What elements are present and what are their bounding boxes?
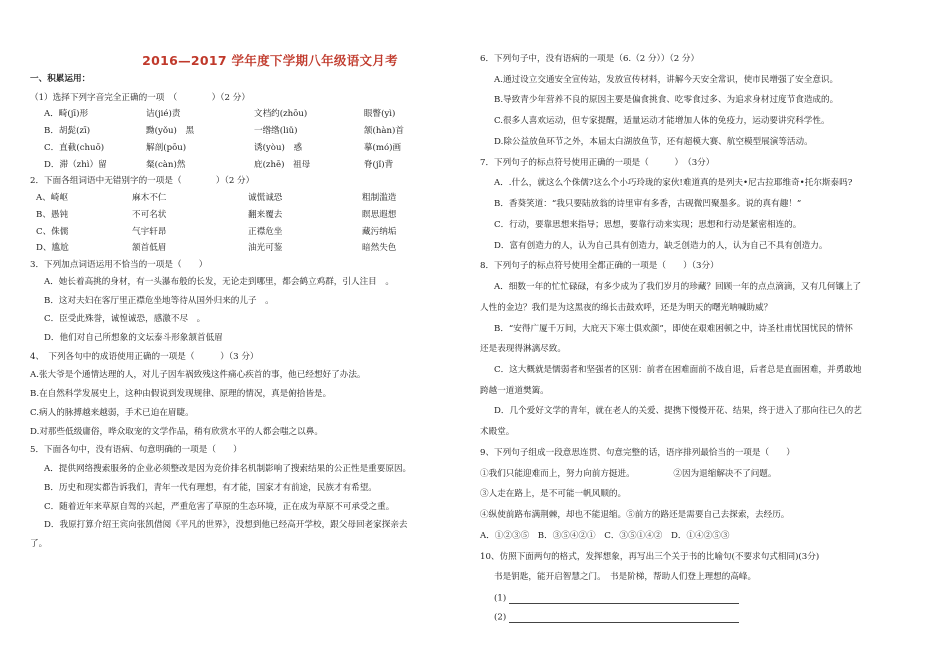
option-text: C．随着近年来草原自驾的兴起，严重危害了草原的生态环境，正在成为草原不可承受之重。 bbox=[44, 501, 395, 512]
sentence-item: ④纵使前路布满荆棘，却也不能退缩。⑤前方的路还是需要自己去探索，去经历。 bbox=[480, 510, 790, 521]
option-text: D.除公益放鱼环节之外，本届太白湖放鱼节，还有超模大赛、航空模型展演等活动。 bbox=[494, 136, 813, 147]
option-cell: 气宇轩昂 bbox=[132, 226, 167, 237]
option-cell: 文档约(zhōu) bbox=[253, 109, 308, 120]
option-cell: 颔首低眉 bbox=[132, 243, 167, 254]
question-1-option-row bbox=[30, 160, 462, 171]
option-text: C．这大概就是懦弱者和坚强者的区别：前者在困难面前不战自退，后者总是直面困难，并勇敢地 bbox=[494, 365, 862, 376]
question-2-option-row bbox=[30, 243, 462, 254]
question-1 bbox=[30, 93, 462, 171]
option-cell: 一绺绺(liǔ) bbox=[253, 126, 298, 137]
option-text: D．他们对自己所想象的文坛泰斗形象颔首低眉 bbox=[44, 333, 223, 344]
option-text: A.通过设立交通安全宣传站，发放宣传材料，讲解今天安全常识，使市民增强了安全意识。 bbox=[494, 74, 839, 85]
option-cell: 眼瞥(yì) bbox=[363, 109, 396, 120]
option-cell: 诘(jié)责 bbox=[146, 109, 181, 120]
option-text: C.很多人喜欢运动，但专家提醒，适量运动才能增加人体的免疫力，运动要讲究科学性。 bbox=[494, 116, 830, 127]
option-cell: 粲(càn)然 bbox=[146, 159, 186, 170]
option-cell: A、崎岖 bbox=[36, 193, 68, 204]
blank-number: (2) bbox=[494, 612, 507, 623]
option-text: C.病人的脉搏越来越弱，手术已迫在眉睫。 bbox=[30, 407, 194, 418]
question-1-option-row bbox=[30, 126, 462, 137]
question-4 bbox=[30, 352, 462, 438]
exam-title: 2016—2017 学年度下学期八年级语文月考 bbox=[142, 53, 398, 68]
option-cell: 暗然失色 bbox=[362, 243, 397, 254]
option-text: D．我原打算介绍王宾向张凯借阅《平凡的世界》，没想到他已经高开学校，跟父母回老家探亲去 bbox=[44, 520, 408, 531]
section-heading: 一、积累运用： bbox=[30, 74, 91, 84]
question-4-stem: 4、 下列各句中的成语使用正确的一项是（ ）（3 分） bbox=[30, 351, 259, 362]
blank-number: (1) bbox=[494, 593, 507, 604]
option-text: C．行动，要靠思想来指导；思想，要靠行动来实现；思想和行动是紧密相连的。 bbox=[494, 219, 802, 230]
option-text: 术殿堂。 bbox=[480, 427, 515, 438]
option-text: B．这对夫妇在客厅里正襟危坐地等待从国外归来的儿子 。 bbox=[44, 295, 274, 306]
option-text: A.张大爷是个通情达理的人，对儿子因车祸致残这件痛心疾首的事，他已经想好了办法。 bbox=[30, 370, 366, 381]
option-cell: 颔(hàn)首 bbox=[363, 126, 404, 137]
question-2-option-row bbox=[30, 210, 462, 221]
option-cell: 庇(zhē) 祖母 bbox=[253, 159, 311, 170]
option-cell: 正襟危坐 bbox=[248, 226, 283, 237]
option-text: A．提供网络搜索服务的企业必须整改是因为竞价排名机制影响了搜索结果的公正性是重要原因。 bbox=[44, 464, 412, 475]
option-cell: 粗制滥造 bbox=[362, 193, 397, 204]
option-text: B．历史和现实都告诉我们，青年一代有理想，有才能，国家才有前途，民族才有希望。 bbox=[44, 482, 377, 493]
sentence-item: ①我们只能迎难而上，努力向前方挺进。 ②因为退缩解决不了问题。 bbox=[480, 468, 777, 479]
option-text: D．几个爱好文学的青年，就在老人的关爱、提携下慢慢开花、结果，终于进入了那向往已久的艺 bbox=[494, 406, 862, 417]
question-9 bbox=[480, 448, 920, 542]
option-cell: C、侏儒 bbox=[36, 226, 69, 237]
option-text: A．她长着高挑的身材，有一头瀑布般的长发，无论走到哪里，都会鹤立鸡群，引人注目 。 bbox=[44, 276, 394, 287]
option-text: A．细数一年的忙忙碌碌，有多少成为了我们岁月的珍藏？回顾一年的点点滴滴，又有几何镶上了 bbox=[494, 282, 862, 293]
question-2-stem: 2．下面各组词语中无错别字的一项是（ ）（2 分） bbox=[30, 176, 255, 187]
option-cell: A．畸(jī)形 bbox=[44, 109, 89, 120]
option-cell: 油光可鉴 bbox=[248, 243, 283, 254]
option-text: 人性的金边？我们是为这黑夜的绵长击鼓欢呼，还是为明天的曙光呐喊助威？ bbox=[480, 302, 773, 313]
option-cell: 麻木不仁 bbox=[132, 193, 167, 204]
question-7-stem: 7．下列句子的标点符号使用正确的一项是（ ） （3分） bbox=[480, 157, 715, 168]
option-cell: 不可名状 bbox=[132, 209, 167, 220]
question-5-stem: 5．下面各句中，没有语病、句意明确的一项是（ ） bbox=[30, 445, 242, 456]
option-cell: B、愚钝 bbox=[36, 209, 69, 220]
option-text: D．富有创造力的人，认为自己具有创造力，缺乏创造力的人，认为自己不具有创造力。 bbox=[494, 240, 828, 251]
option-cell: 翻来覆去 bbox=[248, 209, 283, 220]
question-3 bbox=[30, 260, 462, 344]
question-6-stem: 6．下列句子中，没有语病的一项是（6.（2 分））（2 分） bbox=[480, 54, 700, 64]
answer-choices: A．①②③⑤ B．③⑤④②① C．③⑤①④② D．①④②⑤③ bbox=[480, 530, 730, 541]
example-sentences: 书是钥匙，能开启智慧之门。 书是阶梯，帮助人们登上理想的高峰。 bbox=[494, 572, 757, 583]
option-text: 还是表现得淋漓尽致。 bbox=[480, 344, 566, 355]
option-cell: 诚慌诚恐 bbox=[248, 193, 283, 204]
question-2-option-row bbox=[30, 193, 462, 204]
question-5 bbox=[30, 445, 462, 549]
option-cell: D．滞（zhì）留 bbox=[44, 159, 107, 170]
question-8-stem: 8．下列句子的标点符号使用全都正确的一项是（ ）（3分） bbox=[480, 261, 719, 272]
option-cell: 黝(yǒu) 黑 bbox=[146, 126, 195, 137]
question-2-option-row bbox=[30, 227, 462, 238]
option-text: A．.什么，就这么个侏儒?这么个小巧玲珑的家伙!难道真的是列夫•尼古拉耶维奇•托尔斯泰吗? bbox=[494, 178, 853, 189]
left-column bbox=[30, 50, 462, 558]
question-2 bbox=[30, 176, 462, 254]
option-cell: 摹(mó)画 bbox=[363, 142, 402, 153]
question-6 bbox=[480, 54, 920, 148]
question-1-option-row bbox=[30, 143, 462, 154]
option-text: B．香葵笑道：“我只要陆放翁的诗里审有多香，古砚微凹聚墨多。说的真有趣！” bbox=[494, 199, 802, 210]
option-cell: 诱(yòu) 惑 bbox=[253, 142, 303, 153]
option-cell: B．胡髭(zī) bbox=[44, 126, 91, 137]
option-text: B．“安得广厦千万间，大庇天下寒士俱欢颜”，即使在艰难困顿之中，诗圣杜甫忧国忧民的情怀 bbox=[494, 323, 853, 334]
option-text: B.导致青少年营养不良的原因主要是偏食挑食、吃零食过多、为追求身材过度节食造成的。 bbox=[494, 95, 839, 106]
question-7 bbox=[480, 158, 920, 252]
option-text: 跨越一道道樊篱。 bbox=[480, 385, 549, 396]
option-cell: 瞑思遐想 bbox=[362, 209, 397, 220]
question-9-stem: 9、下列句子组成一段意思连贯、句意完整的话，语序排列最恰当的一项是（ ） bbox=[480, 447, 795, 458]
sentence-item: ③人走在路上，是不可能一帆风顺的。 bbox=[480, 489, 627, 500]
question-10 bbox=[480, 552, 920, 623]
option-text: D.对那些低级庸俗，哗众取宠的文学作品，稍有欣赏水平的人都会嗤之以鼻。 bbox=[30, 426, 323, 437]
question-3-stem: 3．下列加点词语运用不恰当的一项是（ ） bbox=[30, 260, 208, 271]
answer-line[interactable] bbox=[509, 593, 739, 604]
option-cell: 解剖(pōu) bbox=[146, 142, 187, 153]
right-column bbox=[480, 30, 920, 623]
option-cell: 藏污纳垢 bbox=[362, 226, 397, 237]
option-cell: 脊(jǐ)背 bbox=[363, 159, 394, 170]
option-text: 了。 bbox=[30, 539, 48, 550]
question-1-stem: （1）选择下列字音完全正确的一项 （ ）（2 分） bbox=[30, 92, 250, 103]
option-text: C．臣受此殊誉，诚惶诚恐，感激不尽 。 bbox=[44, 314, 206, 325]
answer-blank-1[interactable] bbox=[480, 593, 920, 604]
option-text: B.在自然科学发展史上，这种由假说到发现规律、原理的情况，真是俯拾皆是。 bbox=[30, 389, 332, 400]
question-10-stem: 10、仿照下面两句的格式，发挥想象，再写出三个关于书的比喻句(不要求句式相同)(3分) bbox=[480, 551, 820, 562]
answer-blank-2[interactable] bbox=[480, 612, 920, 623]
answer-line[interactable] bbox=[509, 612, 739, 623]
question-8 bbox=[480, 261, 920, 438]
option-cell: C．直截(chuō) bbox=[44, 142, 105, 153]
option-cell: D、尴尬 bbox=[36, 243, 69, 254]
question-1-option-row bbox=[30, 109, 462, 120]
